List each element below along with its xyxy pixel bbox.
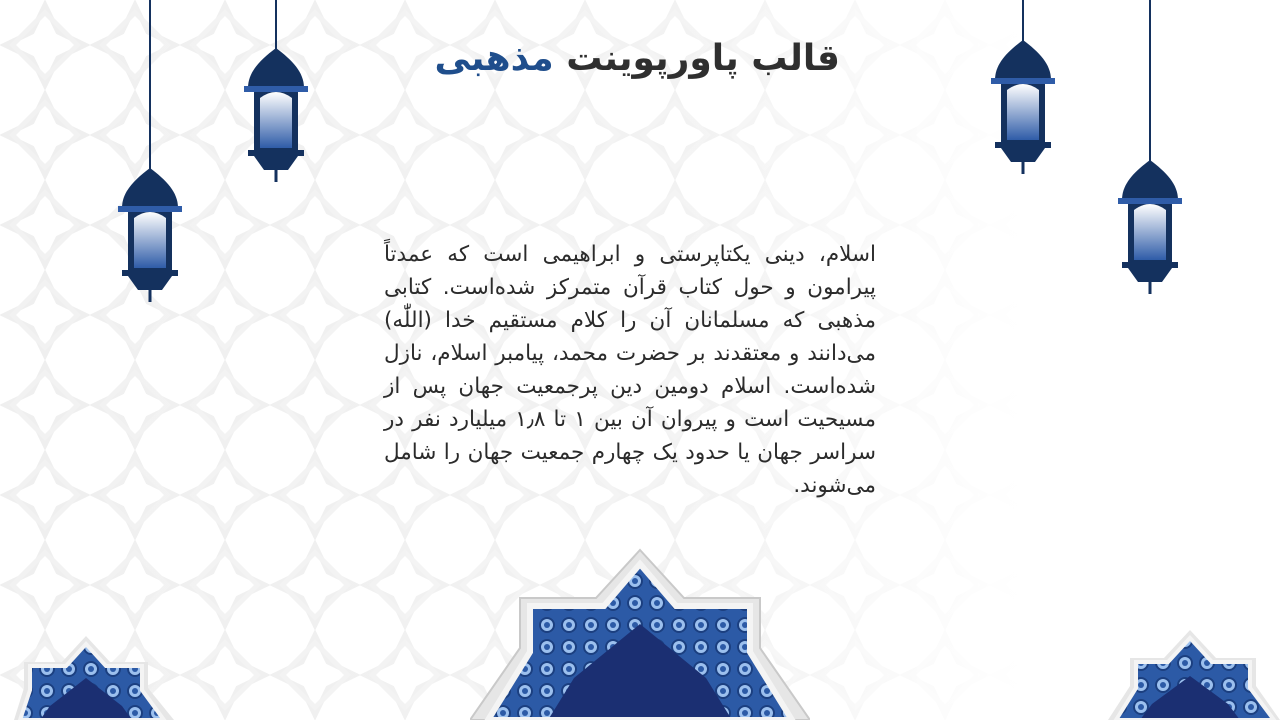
hanging-lantern-icon [1114,0,1186,300]
hanging-lantern-icon [240,0,312,185]
islamic-geometric-dome-icon [14,636,174,720]
islamic-geometric-dome-icon [1108,630,1280,720]
slide-title [380,38,840,79]
islamic-geometric-dome-icon [470,548,810,720]
body-paragraph: اسلام، دینی یکتاپرستی و ابراهیمی است که عمدتاً پیرامون و حول کتاب قرآن متمرکز شده‌است. کتابی مذهبی که مسلمانان آن را کلام مستقیم خدا (اللّٰه) می‌دانند و معتقدند بر حضرت محمد، پیامبر اسلام، نازل شده‌است. اسلام دومین دین پرجمعیت جهان پس از مسیحیت است و پیروان آن بین ۱ تا ۱٫۸ میلیارد نفر در سراسر جهان یا حدود یک چهارم جمعیت جهان را شامل می‌شوند. [384,242,876,498]
hanging-lantern-icon [987,0,1059,180]
slide-title-main: قالب پاورپوینت [553,38,840,79]
hanging-lantern-icon [114,0,186,305]
slide-title-accent: مذهبی [434,38,554,79]
